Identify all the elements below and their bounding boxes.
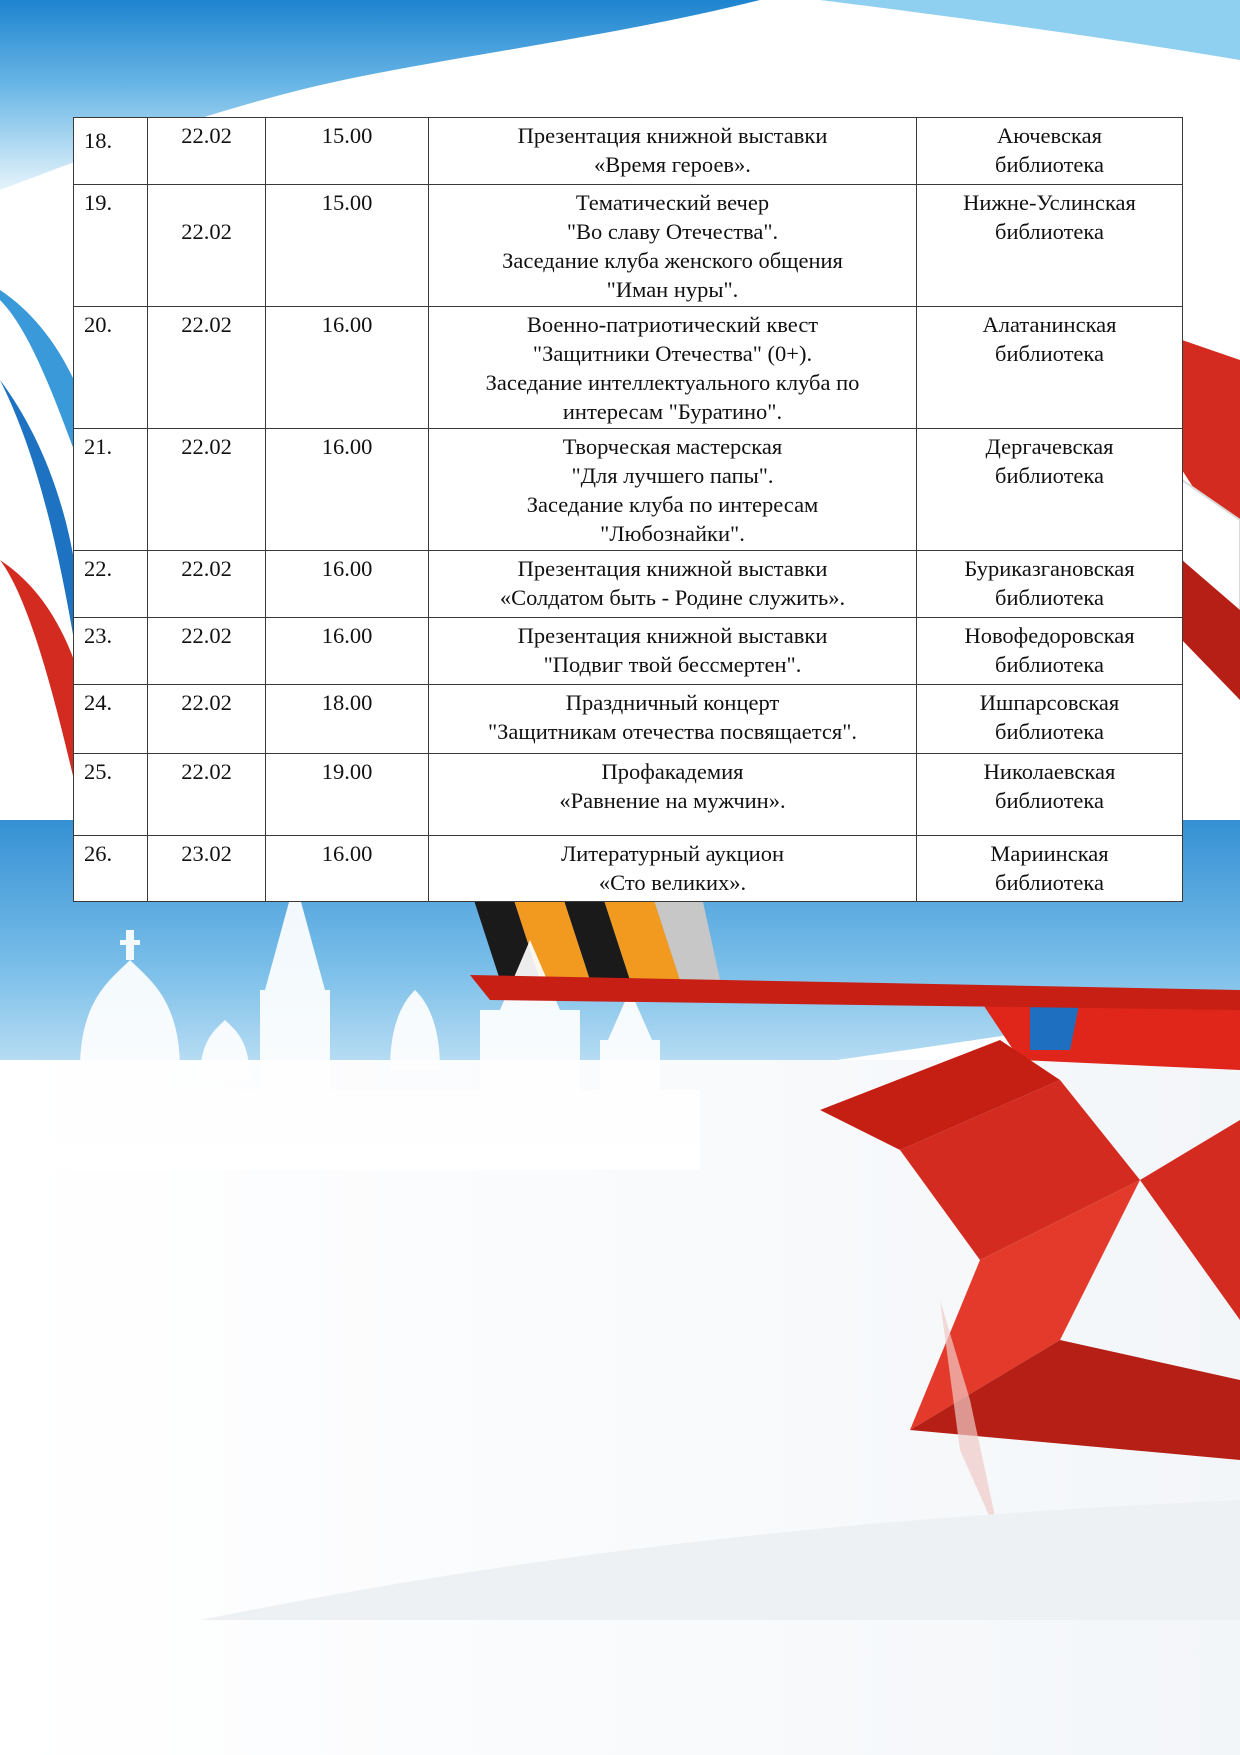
table-row [74,685,1183,754]
event-description: Творческая мастерская "Для лучшего папы". Заседание клуба по интересам "Любознайки". [429,429,917,551]
event-time: 18.00 [266,685,429,754]
event-description: Презентация книжной выставки "Подвиг твой бессмертен". [429,618,917,685]
event-venue: Новофедоровская библиотека [917,618,1183,685]
event-venue: Мариинская библиотека [917,836,1183,902]
row-number: 24. [74,685,148,754]
event-date: 22.02 [148,307,266,429]
event-description: Праздничный концерт "Защитникам отечества посвящается". [429,685,917,754]
table-row [74,551,1183,618]
event-date: 22.02 [148,118,266,185]
events-schedule-table [73,117,1183,902]
red-flag-stripe [0,560,74,780]
event-date: 22.02 [148,754,266,836]
table-row [74,185,1183,307]
table-row [74,754,1183,836]
event-date: 22.02 [148,185,266,307]
event-venue: Дергачевская библиотека [917,429,1183,551]
event-time: 19.00 [266,754,429,836]
event-time: 16.00 [266,551,429,618]
event-time: 16.00 [266,307,429,429]
row-number: 22. [74,551,148,618]
event-date: 22.02 [148,685,266,754]
row-number: 26. [74,836,148,902]
event-date: 22.02 [148,429,266,551]
event-venue: Алатанинская библиотека [917,307,1183,429]
event-venue: Аючевская библиотека [917,118,1183,185]
event-venue: Буриказгановская библиотека [917,551,1183,618]
event-date: 22.02 [148,618,266,685]
table-row [74,307,1183,429]
event-description: Профакадемия «Равнение на мужчин». [429,754,917,836]
row-number: 25. [74,754,148,836]
row-number: 21. [74,429,148,551]
table-row [74,618,1183,685]
event-description: Военно-патриотический квест "Защитники Отечества" (0+). Заседание интеллектуального клуба по интересам "Буратино". [429,307,917,429]
row-number: 19. [74,185,148,307]
event-venue: Нижне-Услинская библиотека [917,185,1183,307]
table-row [74,429,1183,551]
event-time: 15.00 [266,185,429,307]
event-venue: Ишпарсовская библиотека [917,685,1183,754]
row-number: 23. [74,618,148,685]
event-time: 16.00 [266,836,429,902]
event-venue: Николаевская библиотека [917,754,1183,836]
event-time: 15.00 [266,118,429,185]
event-date: 22.02 [148,551,266,618]
event-description: Презентация книжной выставки «Время героев». [429,118,917,185]
row-number: 20. [74,307,148,429]
row-number: 18. [74,118,148,185]
event-description: Тематический вечер "Во славу Отечества". Заседание клуба женского общения "Иман нуры". [429,185,917,307]
event-description: Презентация книжной выставки «Солдатом быть - Родине служить». [429,551,917,618]
table-row [74,836,1183,902]
top-right-sky [820,0,1240,60]
event-date: 23.02 [148,836,266,902]
table-row [74,118,1183,185]
event-time: 16.00 [266,618,429,685]
event-time: 16.00 [266,429,429,551]
event-description: Литературный аукцион «Сто великих». [429,836,917,902]
